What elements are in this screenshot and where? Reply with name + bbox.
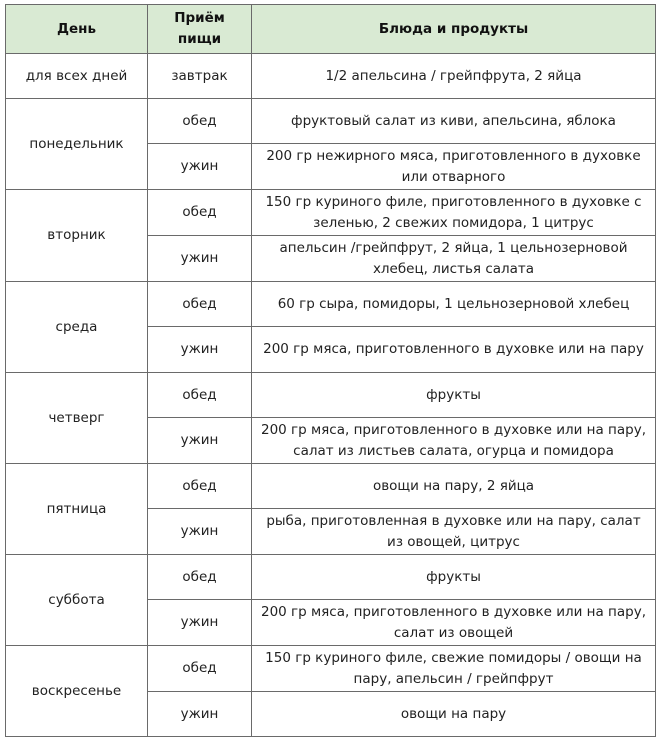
meal-cell: обед [148, 373, 252, 418]
day-cell: понедельник [6, 99, 148, 190]
day-cell: для всех дней [6, 54, 148, 99]
food-cell: овощи на пару, 2 яйца [252, 464, 656, 509]
food-cell: 200 гр нежирного мяса, приготовленного в духовке или отварного [252, 144, 656, 190]
table-row [6, 373, 656, 418]
table-row [6, 646, 656, 692]
food-cell: фруктовый салат из киви, апельсина, яблока [252, 99, 656, 144]
food-cell: овощи на пару [252, 692, 656, 737]
food-cell: 60 гр сыра, помидоры, 1 цельнозерновой хлебец [252, 282, 656, 327]
day-cell: воскресенье [6, 646, 148, 737]
food-cell: 1/2 апельсина / грейпфрута, 2 яйца [252, 54, 656, 99]
meal-cell: обед [148, 646, 252, 692]
meal-cell: ужин [148, 327, 252, 373]
meal-cell: ужин [148, 600, 252, 646]
food-cell: фрукты [252, 555, 656, 600]
meal-cell: обед [148, 190, 252, 236]
day-cell: суббота [6, 555, 148, 646]
table-row [6, 555, 656, 600]
meal-cell: ужин [148, 236, 252, 282]
meal-cell: ужин [148, 509, 252, 555]
food-cell: фрукты [252, 373, 656, 418]
header-meal: Приём пищи [148, 5, 252, 54]
food-cell: 150 гр куриного филе, приготовленного в духовке с зеленью, 2 свежих помидора, 1 цитрус [252, 190, 656, 236]
food-cell: 200 гр мяса, приготовленного в духовке или на пару [252, 327, 656, 373]
table-row [6, 54, 656, 99]
meal-cell: ужин [148, 418, 252, 464]
food-cell: 150 гр куриного филе, свежие помидоры / овощи на пару, апельсин / грейпфрут [252, 646, 656, 692]
meal-cell: ужин [148, 144, 252, 190]
header-day: День [6, 5, 148, 54]
table-row [6, 190, 656, 236]
meal-cell: обед [148, 99, 252, 144]
table-row [6, 99, 656, 144]
meal-cell: обед [148, 282, 252, 327]
header-food: Блюда и продукты [252, 5, 656, 54]
day-cell: четверг [6, 373, 148, 464]
food-cell: 200 гр мяса, приготовленного в духовке или на пару, салат из листьев салата, огурца и помидора [252, 418, 656, 464]
meal-cell: обед [148, 464, 252, 509]
meal-cell: ужин [148, 692, 252, 737]
diet-menu-table [5, 4, 656, 737]
food-cell: 200 гр мяса, приготовленного в духовке или на пару, салат из овощей [252, 600, 656, 646]
header-row [6, 5, 656, 54]
day-cell: среда [6, 282, 148, 373]
food-cell: рыба, приготовленная в духовке или на пару, салат из овощей, цитрус [252, 509, 656, 555]
meal-cell: обед [148, 555, 252, 600]
day-cell: вторник [6, 190, 148, 282]
table-row [6, 464, 656, 509]
meal-cell: завтрак [148, 54, 252, 99]
table-row [6, 282, 656, 327]
day-cell: пятница [6, 464, 148, 555]
food-cell: апельсин /грейпфрут, 2 яйца, 1 цельнозерновой хлебец, листья салата [252, 236, 656, 282]
